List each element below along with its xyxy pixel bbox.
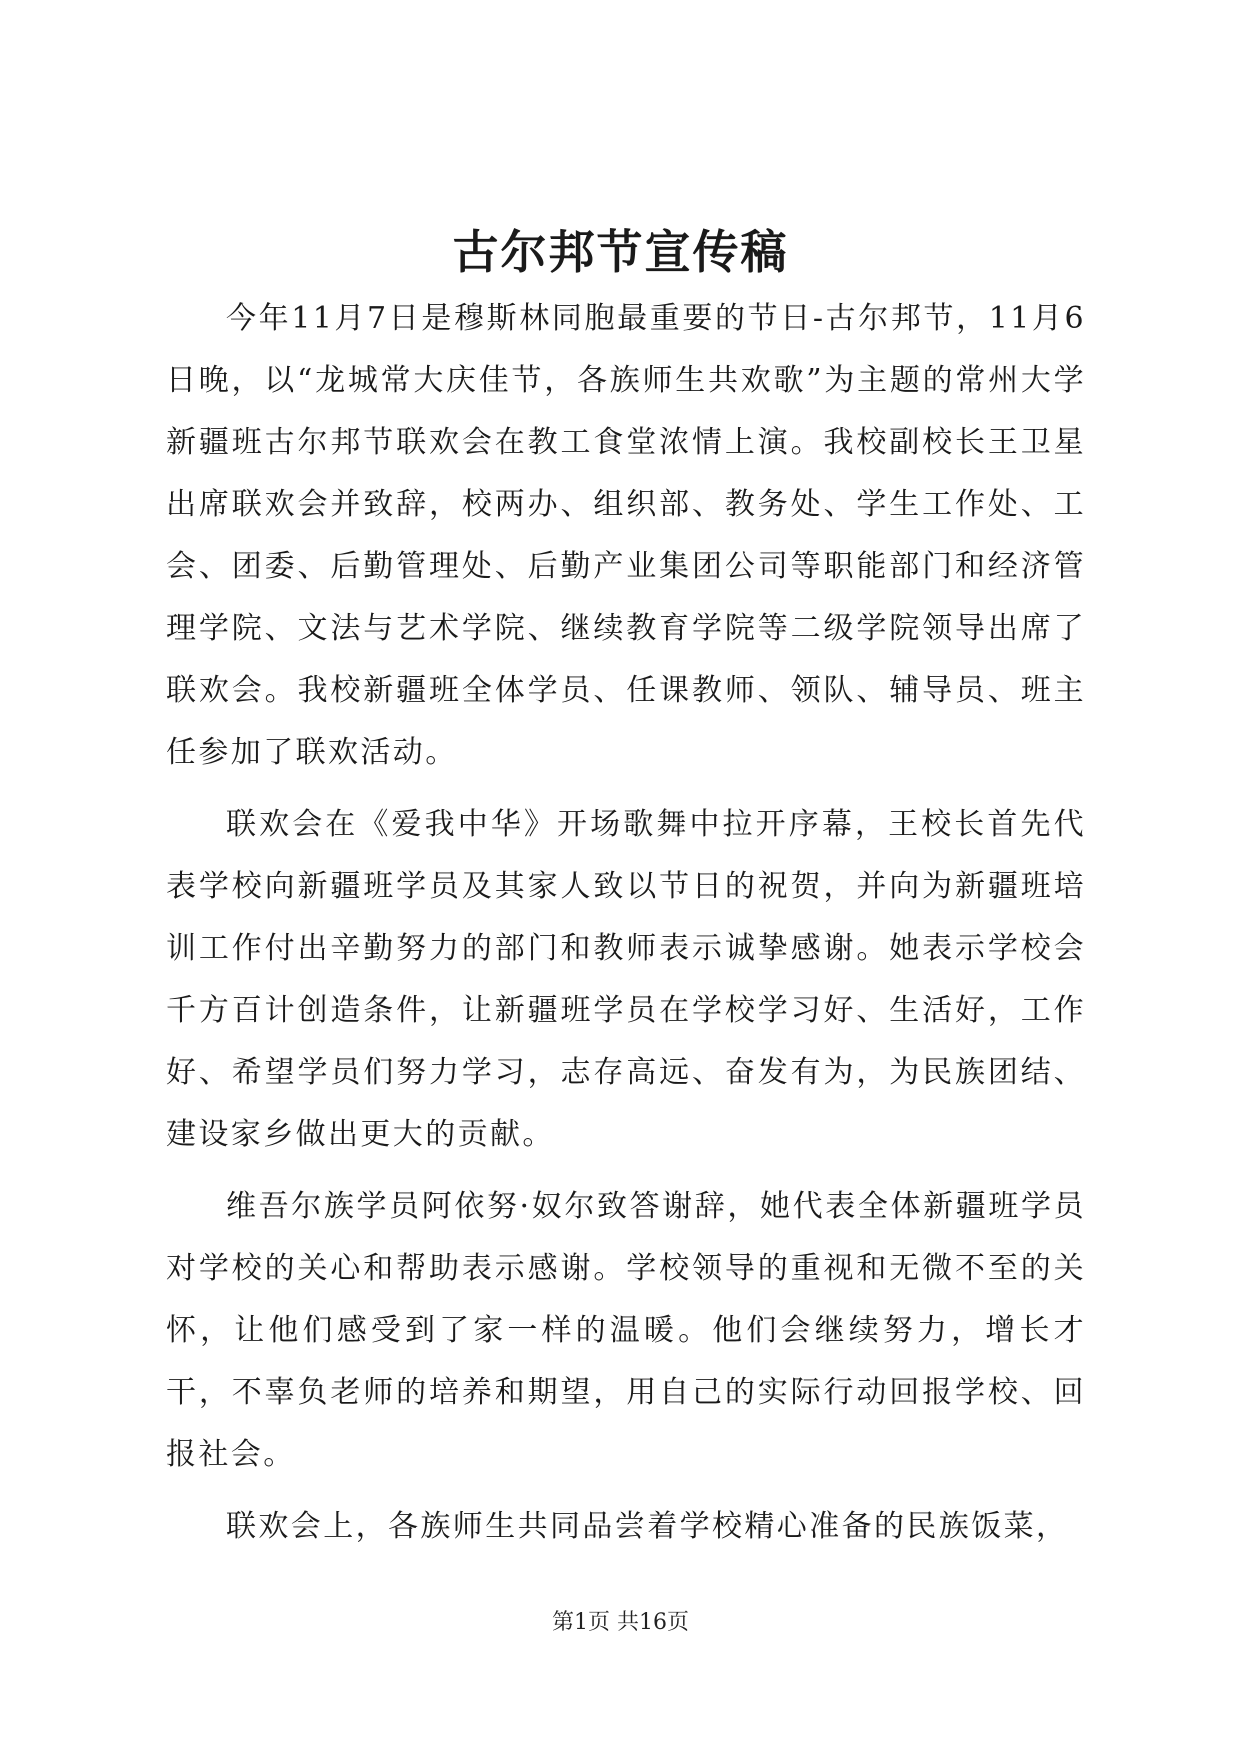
- paragraph-1: 今年11月7日是穆斯林同胞最重要的节日-古尔邦节，11月6日晚，以“龙城常大庆佳节，各族师生共欢歌”为主题的常州大学新疆班古尔邦节联欢会在教工食堂浓情上演。我校副校长王卫星出席联欢会并致辞，校两办、组织部、教务处、学生工作处、工会、团委、后勤管理处、后勤产业集团公司等职能部门和经济管理学院、文法与艺术学院、继续教育学院等二级学院领导出席了联欢会。我校新疆班全体学员、任课教师、领队、辅导员、班主任参加了联欢活动。: [166, 301, 1086, 770]
- paragraph-2: 联欢会在《爱我中华》开场歌舞中拉开序幕，王校长首先代表学校向新疆班学员及其家人致以节日的祝贺，并向为新疆班培训工作付出辛勤努力的部门和教师表示诚挚感谢。她表示学校会千方百计创造条件，让新疆班学员在学校学习好、生活好，工作好、希望学员们努力学习，志存高远、奋发有为，为民族团结、建设家乡做出更大的贡献。: [166, 807, 1086, 1152]
- paragraph-3: 维吾尔族学员阿依努·奴尔致答谢辞，她代表全体新疆班学员对学校的关心和帮助表示感谢。学校领导的重视和无微不至的关怀，让他们感受到了家一样的温暖。他们会继续努力，增长才干，不辜负老师的培养和期望，用自己的实际行动回报学校、回报社会。: [166, 1189, 1086, 1472]
- document-title: 古尔邦节宣传稿: [452, 225, 789, 279]
- page-footer: 第1页 共16页: [552, 1610, 689, 1635]
- paragraph-4: 联欢会上，各族师生共同品尝着学校精心准备的民族饭菜，: [226, 1509, 1069, 1544]
- document-body: [166, 288, 1086, 1558]
